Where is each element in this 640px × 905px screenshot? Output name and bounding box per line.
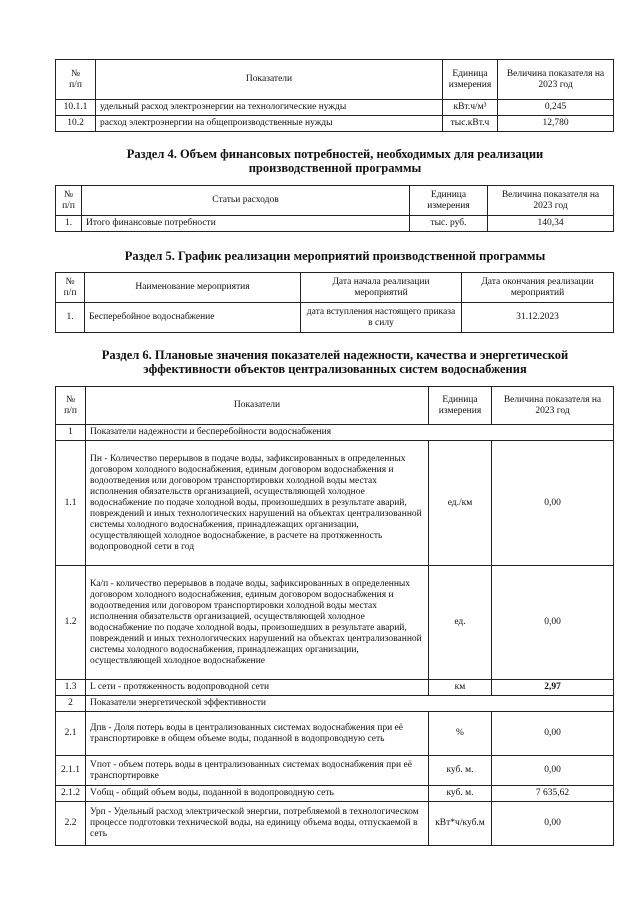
header-unit: Единица измерения [443, 60, 498, 100]
header-name: Наименование мероприятия [85, 273, 301, 303]
table-row: 10.1.1 удельный расход электроэнергии на технологические нужды кВт.ч/м³ 0,245 [56, 100, 614, 116]
table-section6 [55, 386, 614, 846]
header-num: № п/п [56, 60, 96, 100]
header-value: Величина показателя на 2023 год [488, 186, 614, 216]
header-value: Величина показателя на 2023 год [498, 60, 614, 100]
header-num: № п/п [56, 387, 86, 425]
table-row: 2.1.1 Vпот - объем потерь воды в централизованных системах водоснабжения при её транспортировке куб. м. 0,00 [56, 756, 614, 786]
table-row: 1. Итого финансовые потребности тыс. руб. 140,34 [56, 216, 614, 232]
table-row: 1. Бесперебойное водоснабжение дата вступления настоящего приказа в силу 31.12.2023 [56, 303, 614, 333]
header-end: Дата окончания реализации мероприятий [462, 273, 614, 303]
table-row: 1.3 L сети - протяженность водопроводной сети км 2,97 [56, 680, 614, 696]
table-row: 10.2 расход электроэнергии на общепроизводственные нужды тыс.кВт.ч 12,780 [56, 116, 614, 132]
table-row: 2.1 Дпв - Доля потерь воды в централизованных системах водоснабжения при её транспортировке в общем объеме воды, поданной в водопроводную сеть % 0,00 [56, 712, 614, 756]
table-row: 1.1 Пн - Количество перерывов в подаче воды, зафиксированных в определенных договором холодного водоснабжения, единым договором водоснабжения и водоотведения или договором транспортировки холодной воды местах исполнения обязательств организацией, осуществляющей холодное водоснабжение по подаче холодной воды, произошедших в результате аварий, повреждений и иных технологических нарушений на объектах централизованной системы холодного водоснабжения, принадлежащих организации, осуществляющей холодное водоснабжение, в расчете на протяженность водопроводной сети в год ед./км 0,00 [56, 441, 614, 566]
header-num: № п/п [56, 273, 85, 303]
section5-title: Раздел 5. График реализации мероприятий производственной программы [124, 249, 546, 263]
header-unit: Единица измерения [429, 387, 492, 425]
header-value: Величина показателя на 2023 год [492, 387, 614, 425]
table-row: 1.2 Ка/п - количество перерывов в подаче воды, зафиксированных в определенных договором холодного водоснабжения, единым договором водоснабжения и водоотведения или договором транспортировки холодной воды местах исполнения обязательств организацией, осуществляющей холодное водоснабжение по подаче холодной воды, произошедших в результате аварий, повреждений и иных технологических нарушений на объектах централизованной системы холодного водоснабжения, принадлежащих организации, осуществляющей холодное водоснабжение ед. 0,00 [56, 566, 614, 680]
table-row: 1 Показатели надежности и бесперебойности водоснабжения [56, 425, 614, 441]
table-row: 2.1.2 Vобщ - общий объем воды, поданной в водопроводную сеть куб. м. 7 635,62 [56, 786, 614, 802]
header-name: Показатели [86, 387, 429, 425]
header-name: Показатели [96, 60, 443, 100]
header-num: № п/п [56, 186, 82, 216]
table-section4 [55, 185, 614, 232]
header-start: Дата начала реализации мероприятий [301, 273, 462, 303]
table-row: 2 Показатели энергетической эффективности [56, 696, 614, 712]
section4-title: Раздел 4. Объем финансовых потребностей, необходимых для реализации производственной программы [126, 147, 544, 175]
table-row: 2.2 Урп - Удельный расход электрической энергии, потребляемой в технологическом процессе подготовки технической воды, на единицу объема воды, отпускаемой в сеть кВт*ч/куб.м 0,00 [56, 802, 614, 846]
section6-title: Раздел 6. Плановые значения показателей надежности, качества и энергетической эффективности объектов централизованных систем водоснабжения [101, 348, 569, 376]
header-unit: Единица измерения [410, 186, 488, 216]
table-continuation [55, 59, 614, 132]
table-section5 [55, 272, 614, 333]
header-name: Статьи расходов [82, 186, 410, 216]
